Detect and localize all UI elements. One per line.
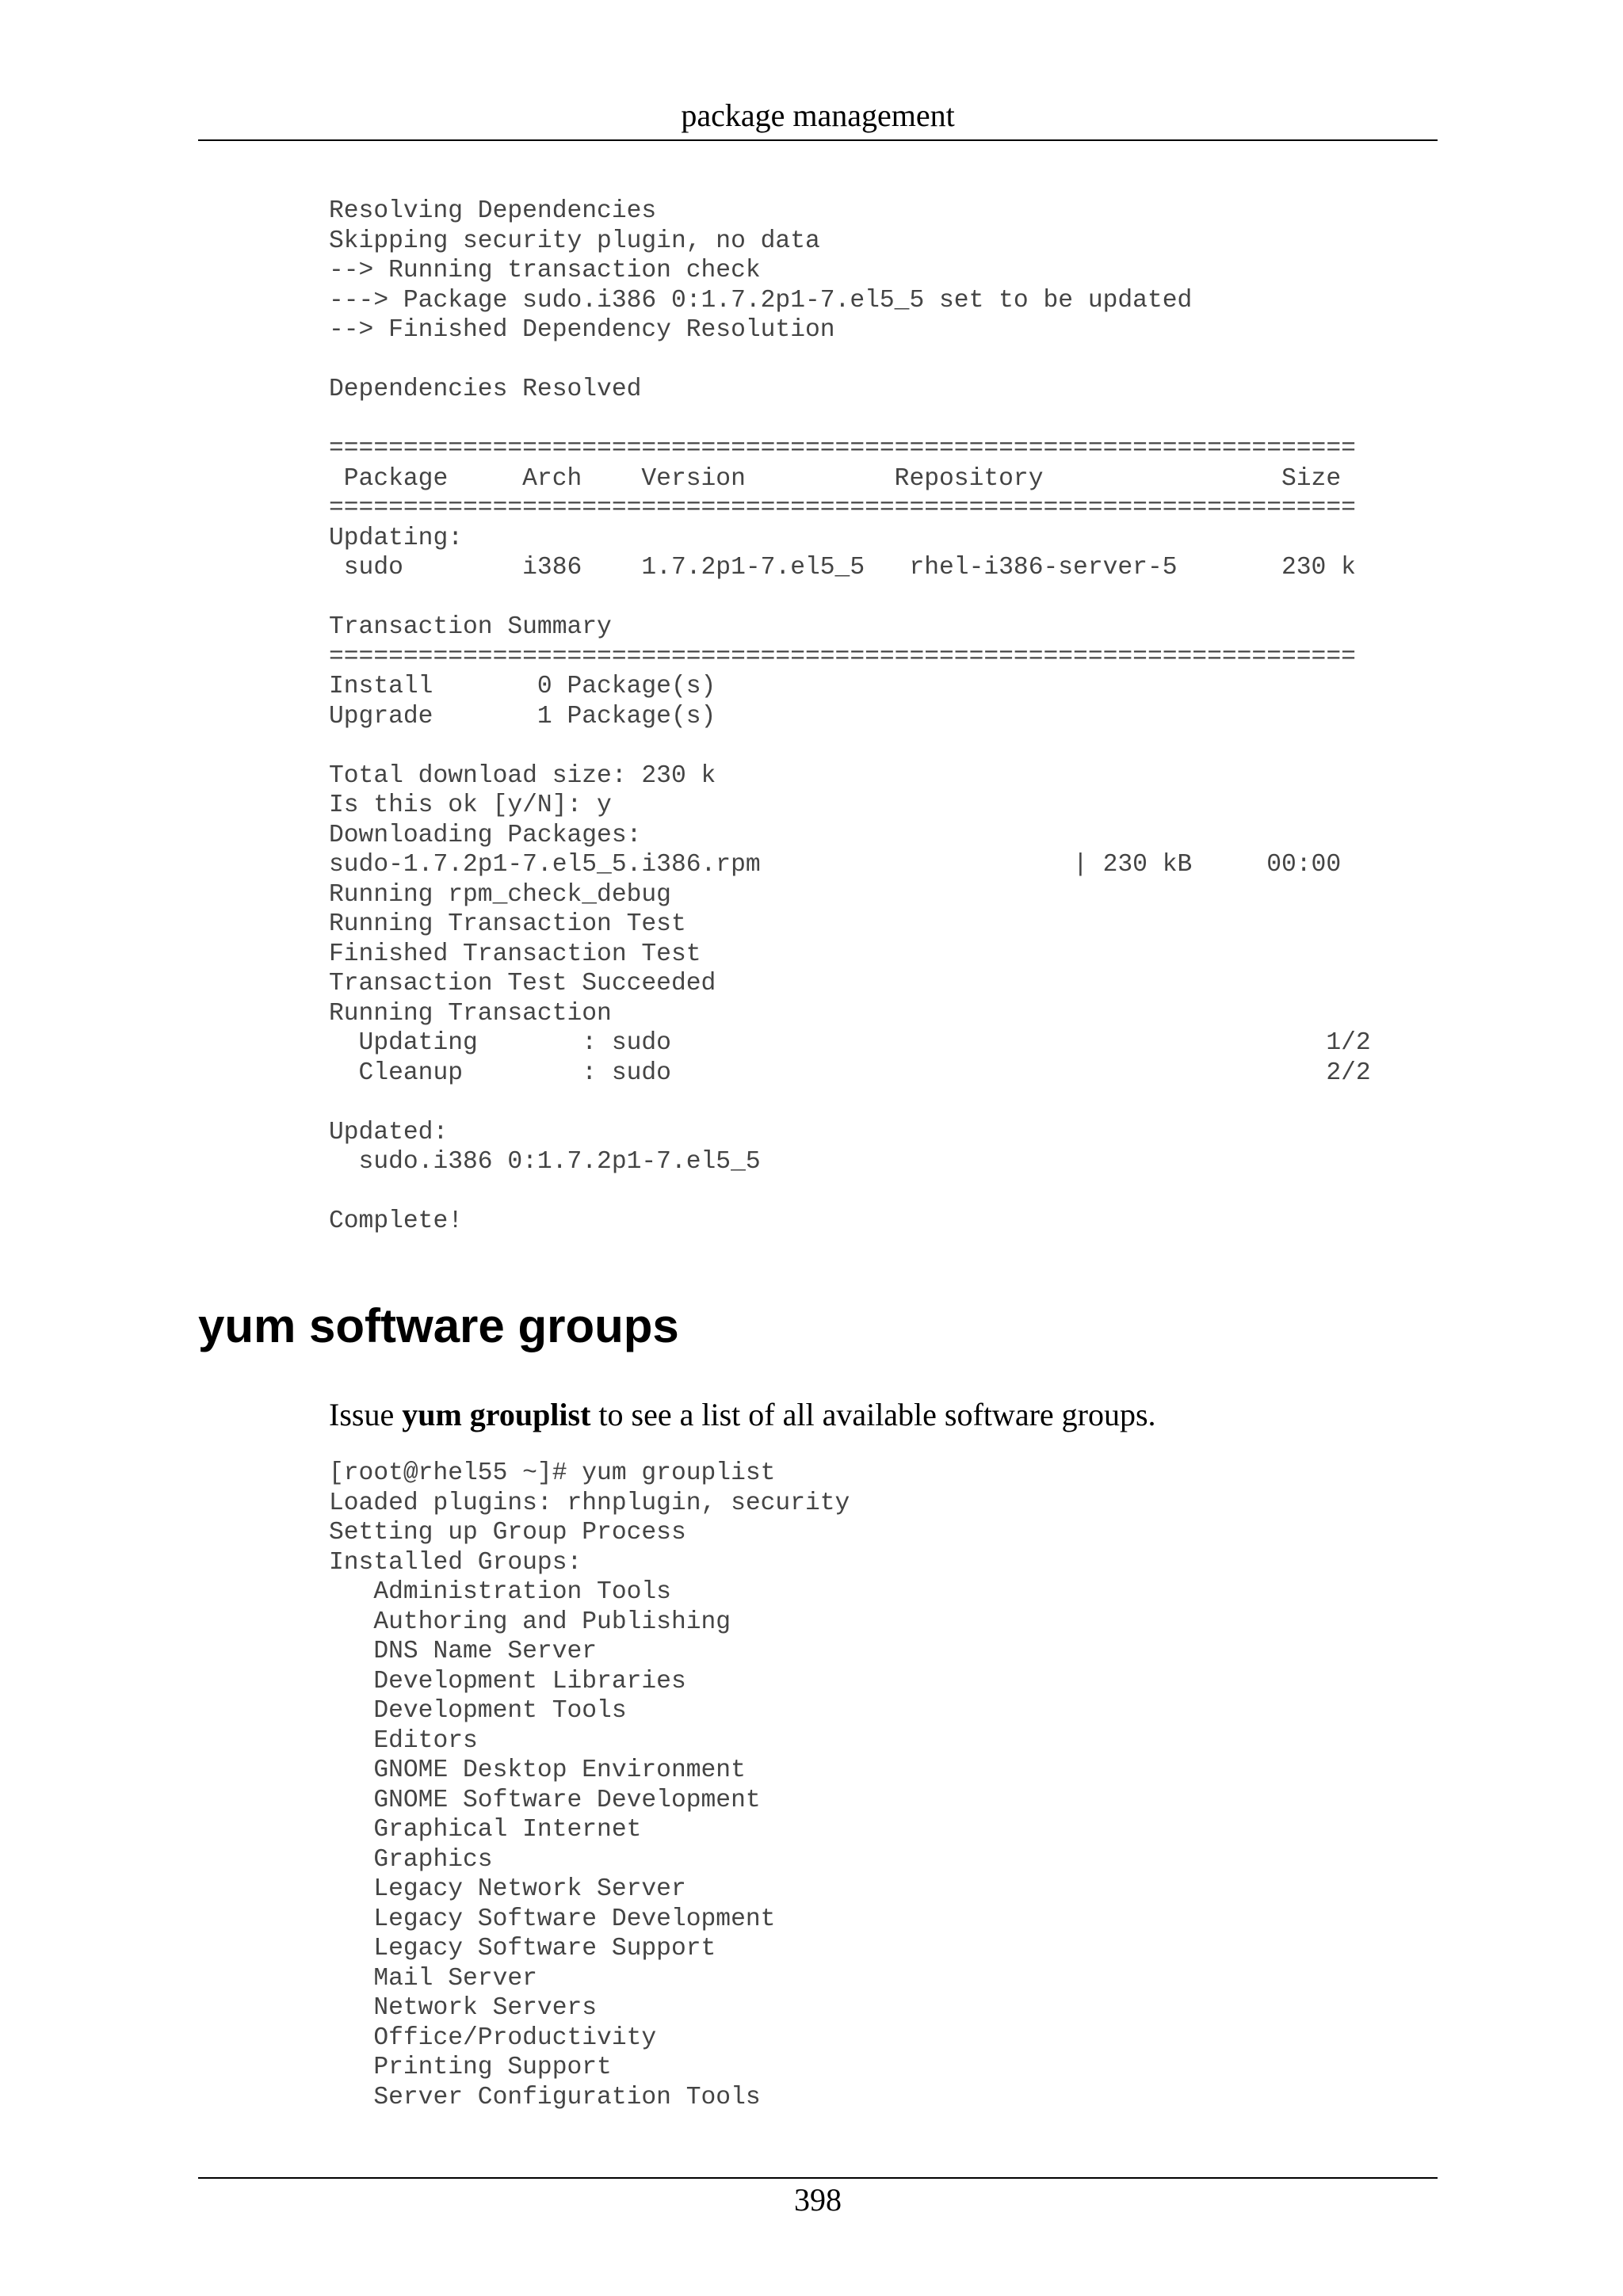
terminal-line: Administration Tools <box>329 1578 671 1606</box>
terminal-line: Office/Productivity <box>329 2023 657 2052</box>
terminal-line: --> Finished Dependency Resolution <box>329 316 835 344</box>
body-paragraph <box>329 1393 1156 1437</box>
terminal-line: Finished Transaction Test <box>329 940 701 968</box>
terminal-line: GNOME Software Development <box>329 1786 761 1814</box>
terminal-line: ===================================================================== <box>329 643 1356 671</box>
terminal-line: Server Configuration Tools <box>329 2083 761 2111</box>
terminal-line: Package Arch Version Repository Size <box>329 464 1342 493</box>
terminal-output-yum-grouplist <box>329 1459 850 2112</box>
terminal-output-yum-update <box>329 196 1371 1237</box>
terminal-line: DNS Name Server <box>329 1638 598 1665</box>
header-rule <box>198 139 1438 141</box>
terminal-line: Editors <box>329 1726 478 1755</box>
terminal-line: Setting up Group Process <box>329 1519 686 1547</box>
terminal-line: sudo.i386 0:1.7.2p1-7.el5_5 <box>329 1148 761 1176</box>
terminal-line: Installed Groups: <box>329 1548 582 1577</box>
terminal-line: Legacy Software Support <box>329 1935 716 1962</box>
terminal-line: Total download size: 230 k <box>329 761 716 790</box>
section-heading: yum software groups <box>198 1299 679 1352</box>
terminal-line: [root@rhel55 ~]# yum grouplist <box>329 1459 776 1487</box>
terminal-line: Resolving Dependencies <box>329 197 657 225</box>
page-number: 398 <box>794 2182 842 2218</box>
terminal-line: Loaded plugins: rhnplugin, security <box>329 1489 850 1517</box>
terminal-line: Graphics <box>329 1845 493 1874</box>
terminal-line: Is this ok [y/N]: y <box>329 791 612 819</box>
terminal-line: Running Transaction <box>329 999 612 1028</box>
terminal-line: Running rpm_check_debug <box>329 880 671 909</box>
running-header: package management <box>681 97 955 133</box>
terminal-line: GNOME Desktop Environment <box>329 1756 746 1784</box>
terminal-line: ---> Package sudo.i386 0:1.7.2p1-7.el5_5 set to be updated <box>329 286 1193 315</box>
terminal-line: Legacy Network Server <box>329 1875 686 1903</box>
terminal-line: Complete! <box>329 1207 464 1235</box>
terminal-line: Updating : sudo 1/2 <box>329 1029 1371 1057</box>
terminal-line: Cleanup : sudo 2/2 <box>329 1058 1371 1087</box>
terminal-line: --> Running transaction check <box>329 257 761 284</box>
terminal-line: Mail Server <box>329 1964 537 1993</box>
terminal-line: Transaction Test Succeeded <box>329 970 716 997</box>
paragraph-command: yum grouplist <box>402 1397 591 1432</box>
terminal-line: Upgrade 1 Package(s) <box>329 702 716 730</box>
terminal-line: Downloading Packages: <box>329 821 642 849</box>
terminal-line: Transaction Summary <box>329 613 612 641</box>
terminal-line: Legacy Software Development <box>329 1905 776 1933</box>
terminal-line: Dependencies Resolved <box>329 376 642 403</box>
terminal-line: sudo i386 1.7.2p1-7.el5_5 rhel-i386-server-5 230 k <box>329 554 1356 582</box>
terminal-line: Printing Support <box>329 2054 612 2081</box>
terminal-line: Development Libraries <box>329 1667 686 1695</box>
terminal-line: ===================================================================== <box>329 494 1356 522</box>
terminal-line: Graphical Internet <box>329 1816 642 1844</box>
terminal-line: Updated: <box>329 1118 449 1146</box>
terminal-line: Skipping security plugin, no data <box>329 227 820 255</box>
terminal-line: Install 0 Package(s) <box>329 673 716 700</box>
paragraph-text-after: to see a list of all available software groups. <box>590 1397 1156 1432</box>
terminal-line: Authoring and Publishing <box>329 1608 731 1636</box>
terminal-line: Network Servers <box>329 1994 598 2022</box>
terminal-line: ===================================================================== <box>329 435 1356 463</box>
terminal-line: Updating: <box>329 524 464 552</box>
terminal-line: sudo-1.7.2p1-7.el5_5.i386.rpm | 230 kB 00:00 <box>329 851 1342 879</box>
terminal-line: Development Tools <box>329 1697 627 1725</box>
paragraph-text-before: Issue <box>329 1397 403 1432</box>
terminal-line: Running Transaction Test <box>329 910 686 938</box>
